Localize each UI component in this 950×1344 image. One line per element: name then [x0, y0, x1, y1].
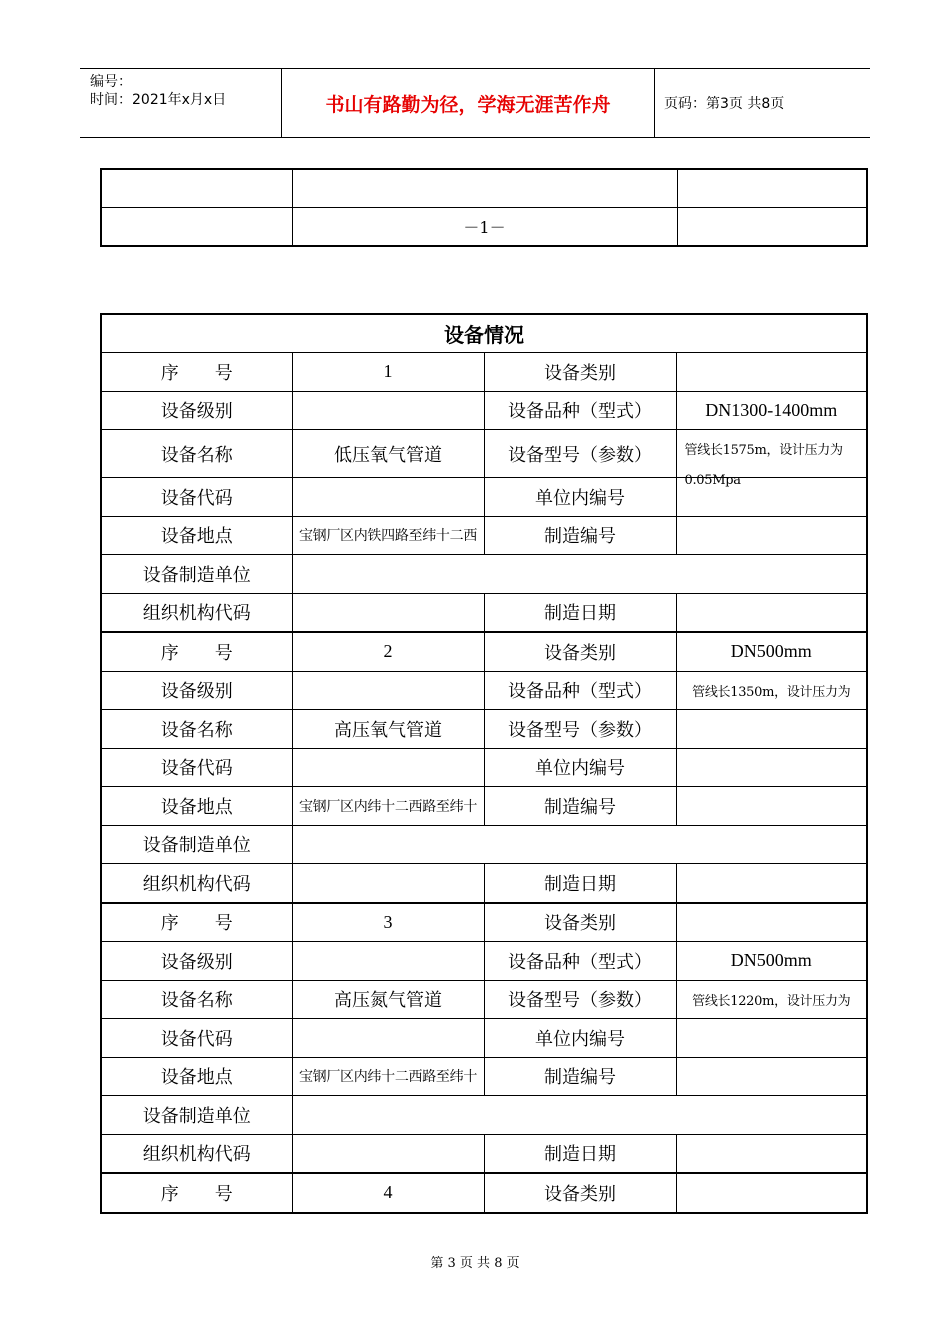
seq-label: 序 号 — [101, 1173, 292, 1213]
variety-label: 设备品种（型式） — [484, 671, 676, 710]
manufacturer-label: 设备制造单位 — [101, 555, 292, 594]
manufacturer-value — [292, 825, 867, 864]
seq-label: 序 号 — [101, 353, 292, 392]
location-label: 设备地点 — [101, 1057, 292, 1096]
internal-no-value — [676, 748, 867, 787]
table-row — [101, 787, 867, 826]
mfg-date-label: 制造日期 — [484, 1134, 676, 1173]
model-value — [676, 710, 867, 749]
manufacturer-value — [292, 1096, 867, 1135]
code-value — [292, 478, 484, 517]
header-motto: 书山有路勤为径，学海无涯苦作舟 — [282, 69, 655, 137]
model-label: 设备型号（参数） — [484, 980, 676, 1019]
code-label: 设备代码 — [101, 1019, 292, 1058]
location-value: 宝钢厂区内铁四路至纬十二西 — [292, 516, 484, 555]
model-text: 管线长1575m，设计压力为0.05Mpa — [684, 443, 843, 488]
location-value: 宝钢厂区内纬十二西路至纬十 — [292, 1057, 484, 1096]
category-label: 设备类别 — [484, 353, 676, 392]
table-row — [101, 169, 867, 208]
category-value: DN500mm — [676, 632, 867, 671]
table-row — [101, 353, 867, 392]
time-label: 时间：2021年x月x日 — [90, 92, 227, 108]
empty-cell — [101, 208, 292, 247]
table-row — [101, 593, 867, 632]
variety-label: 设备品种（型式） — [484, 391, 676, 430]
manufacturer-value — [292, 555, 867, 594]
table-row — [101, 478, 867, 517]
code-value — [292, 748, 484, 787]
manufacturer-label: 设备制造单位 — [101, 825, 292, 864]
category-value — [676, 1173, 867, 1213]
org-code-label: 组织机构代码 — [101, 1134, 292, 1173]
model-value — [676, 430, 867, 488]
category-label: 设备类别 — [484, 1173, 676, 1213]
mfg-date-label: 制造日期 — [484, 864, 676, 903]
table-row — [101, 516, 867, 555]
category-value — [676, 903, 867, 942]
internal-no-label: 单位内编号 — [484, 1019, 676, 1058]
level-label: 设备级别 — [101, 942, 292, 981]
internal-no-value — [676, 1019, 867, 1058]
empty-cell — [677, 208, 867, 247]
header-meta — [80, 69, 282, 137]
name-label: 设备名称 — [101, 710, 292, 749]
category-label: 设备类别 — [484, 903, 676, 942]
variety-label: 设备品种（型式） — [484, 942, 676, 981]
table-row — [101, 671, 867, 710]
variety-value: DN1300-1400mm — [676, 391, 867, 430]
table-row — [101, 555, 867, 594]
mfg-date-value — [676, 593, 867, 632]
level-label: 设备级别 — [101, 391, 292, 430]
model-label: 设备型号（参数） — [484, 430, 676, 478]
number-label: 编号： — [90, 74, 132, 90]
table-row — [101, 208, 867, 247]
page-header — [80, 68, 870, 138]
location-value: 宝钢厂区内纬十二西路至纬十 — [292, 787, 484, 826]
table-row — [101, 1057, 867, 1096]
org-code-value — [292, 864, 484, 903]
table-row — [101, 1096, 867, 1135]
header-page-info: 页码：第3页 共8页 — [664, 96, 785, 112]
table-row — [101, 903, 867, 942]
org-code-value — [292, 1134, 484, 1173]
empty-cell — [292, 169, 677, 208]
org-code-value — [292, 593, 484, 632]
mfg-no-value — [676, 1057, 867, 1096]
table-row — [101, 632, 867, 671]
top-table — [100, 168, 868, 247]
manufacturer-label: 设备制造单位 — [101, 1096, 292, 1135]
location-label: 设备地点 — [101, 787, 292, 826]
empty-cell — [677, 169, 867, 208]
seq-label: 序 号 — [101, 632, 292, 671]
model-value: 管线长1220m，设计压力为 — [676, 980, 867, 1019]
category-label: 设备类别 — [484, 632, 676, 671]
mfg-no-label: 制造编号 — [484, 516, 676, 555]
variety-value: DN500mm — [676, 942, 867, 981]
table-row — [101, 825, 867, 864]
org-code-label: 组织机构代码 — [101, 593, 292, 632]
table-row — [101, 1173, 867, 1213]
org-code-label: 组织机构代码 — [101, 864, 292, 903]
code-label: 设备代码 — [101, 748, 292, 787]
name-value: 高压氧气管道 — [292, 710, 484, 749]
category-value — [676, 353, 867, 392]
table-row — [101, 980, 867, 1019]
mfg-date-label: 制造日期 — [484, 593, 676, 632]
empty-cell — [101, 169, 292, 208]
mfg-date-value — [676, 1134, 867, 1173]
variety-value: 管线长1350m，设计压力为 — [676, 671, 867, 710]
level-value — [292, 671, 484, 710]
internal-no-label: 单位内编号 — [484, 478, 676, 517]
table-row — [101, 391, 867, 430]
table-row — [101, 942, 867, 981]
location-label: 设备地点 — [101, 516, 292, 555]
mfg-no-label: 制造编号 — [484, 1057, 676, 1096]
name-label: 设备名称 — [101, 980, 292, 1019]
seq-value: 4 — [292, 1173, 484, 1213]
name-label: 设备名称 — [101, 430, 292, 478]
seq-value: 1 — [292, 353, 484, 392]
equipment-table — [100, 313, 868, 1214]
code-value — [292, 1019, 484, 1058]
mfg-no-label: 制造编号 — [484, 787, 676, 826]
internal-no-label: 单位内编号 — [484, 748, 676, 787]
page-footer: 第 3 页 共 8 页 — [430, 1256, 520, 1271]
table-title-row — [101, 314, 867, 353]
mfg-no-value — [676, 787, 867, 826]
table-row — [101, 1134, 867, 1173]
mfg-no-value — [676, 516, 867, 555]
mfg-date-value — [676, 864, 867, 903]
model-label: 设备型号（参数） — [484, 710, 676, 749]
seq-value: 2 — [292, 632, 484, 671]
level-label: 设备级别 — [101, 671, 292, 710]
table-row — [101, 748, 867, 787]
level-value — [292, 942, 484, 981]
seq-value: 3 — [292, 903, 484, 942]
equipment-title: 设备情况 — [101, 314, 867, 353]
seq-label: 序 号 — [101, 903, 292, 942]
table-row — [101, 1019, 867, 1058]
table-row — [101, 430, 867, 478]
name-value: 高压氮气管道 — [292, 980, 484, 1019]
table-row — [101, 864, 867, 903]
level-value — [292, 391, 484, 430]
code-label: 设备代码 — [101, 478, 292, 517]
page-mark: －1－ — [292, 208, 677, 247]
table-row — [101, 710, 867, 749]
name-value: 低压氧气管道 — [292, 430, 484, 478]
